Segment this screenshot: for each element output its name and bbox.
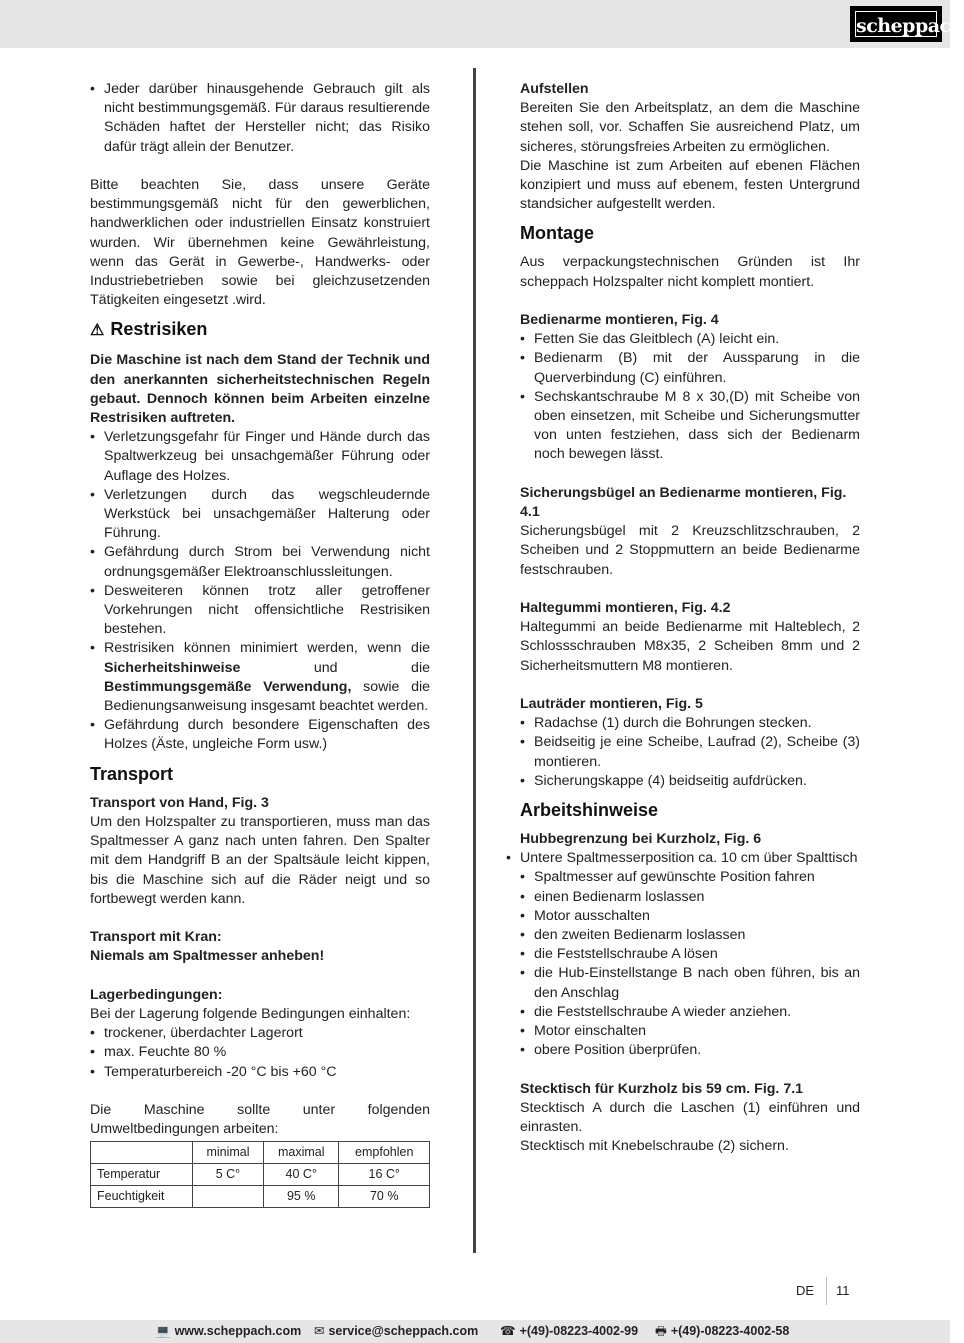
language-code: DE: [796, 1283, 815, 1298]
table-row: [91, 1186, 430, 1208]
table-header-cell: empfohlen: [339, 1142, 430, 1164]
intro-paragraph: Bitte beachten Sie, dass unsere Geräte bestimmungsgemäß nicht für den gewerblichen, handwerklichen oder industriellen Einsatz konstruiert wurden. Wir übernehmen keine Gewährleistung, wenn das Gerät in Gewerbe-, Handwerks- oder Industriebetrieben sowie bei gleichzusetzenden Tätigkeiten eingesetzt .wird.: [90, 177, 430, 309]
footer-email[interactable]: ✉ service@scheppach.com: [314, 1324, 479, 1338]
table-cell: [192, 1186, 263, 1208]
page-separator: [826, 1277, 827, 1305]
list-item: • Beidseitig je eine Scheibe, Laufrad (2), Scheibe (3) montieren.: [520, 733, 860, 771]
list-item: • Spaltmesser auf gewünschte Position fahren: [520, 868, 860, 887]
list-item: • Motor ausschalten: [520, 907, 860, 926]
list-item: • Sicherungskappe (4) beidseitig aufdrücken.: [520, 772, 860, 791]
header-bar: [0, 0, 964, 48]
restrisiken-lead: Die Maschine ist nach dem Stand der Technik und den anerkannten sicherheitstechnischen Regeln gebaut. Dennoch können beim Arbeiten einzelne Restrisiken auftreten.: [90, 352, 430, 427]
list-item: • Untere Spaltmesserposition ca. 10 cm über Spalttisch: [520, 849, 860, 868]
list-item: • Sechskantschraube M 8 x 30,(D) mit Scheibe von oben einsetzen, mit Scheibe und Sicherungsmutter von unten festziehen, dass sich der Bedienarm noch bewegen lässt.: [520, 388, 860, 465]
subheading-laufraeder: Lauträder montieren, Fig. 5: [520, 696, 703, 713]
footer-fax: 🖶 +(49)-08223-4002-58: [655, 1324, 790, 1338]
logo-text: scheppach: [855, 11, 937, 37]
table-header-row: [91, 1142, 430, 1164]
haltegummi-text: Haltegummi an beide Bedienarme mit Halteblech, 2 Schlossschrauben M8x35, 2 Scheiben 8mm und 2 Sicherheitsmuttern M8 montieren.: [520, 619, 860, 674]
hub-list: [520, 849, 860, 1060]
subheading-haltegummi: Haltegummi montieren, Fig. 4.2: [520, 600, 731, 617]
subheading-lager: Lagerbedingungen:: [90, 986, 223, 1003]
section-heading-arbeitshinweise: Arbeitshinweise: [520, 800, 659, 821]
table-cell: 40 C°: [264, 1164, 339, 1186]
umwelt-text: Die Maschine sollte unter folgenden Umweltbedingungen arbeiten:: [90, 1101, 430, 1138]
phone-icon: ☎: [500, 1324, 516, 1338]
table-header-cell: minimal: [192, 1142, 263, 1164]
monitor-icon: 💻: [155, 1324, 171, 1338]
list-item: • Jeder darüber hinausgehende Gebrauch gilt als nicht bestimmungsgemäß. Für daraus resultierende Schäden haftet der Hersteller nicht; das Risiko dafür trägt allein der Benutzer.: [90, 80, 430, 157]
list-item: • Fetten Sie das Gleitblech (A) leicht ein.: [520, 330, 860, 349]
table-row: [91, 1164, 430, 1186]
aufstellen-text-2: Die Maschine ist zum Arbeiten auf ebenen Flächen konzipiert und muss auf ebenem, festen Untergrund standsicher aufgestellt werden.: [520, 157, 860, 213]
transport-hand-text: Um den Holzspalter zu transportieren, muss man das Spaltmesser A ganz nach unten fahren. Den Spalter mit dem Handgriff B an der Spaltsäule leicht kippen, bis die Maschine sich auf die Räder neigt und so fortbewegt werden kann.: [90, 813, 430, 907]
left-column: [90, 80, 430, 1208]
table-cell: 16 C°: [339, 1164, 430, 1186]
subheading-sicherung: Sicherungsbügel an Bedienarme montieren, Fig. 4.1: [520, 484, 847, 521]
mail-icon: ✉: [314, 1324, 325, 1338]
sicherung-text: Sicherungsbügel mit 2 Kreuzschlitzschrauben, 2 Scheiben und 2 Stoppmuttern an beide Bedienarme festschrauben.: [520, 523, 860, 578]
list-item: • Desweiteren können trotz aller getroffener Vorkehrungen nicht offensichtliche Restrisiken bestehen.: [90, 582, 430, 640]
intro-list: [90, 80, 430, 157]
list-item: • Verletzungsgefahr für Finger und Hände durch das Spaltwerkzeug bei unsachgemäßer Führung oder Auflage des Holzes.: [90, 428, 430, 486]
aufstellen-text-1: Bereiten Sie den Arbeitsplatz, an dem die Maschine stehen soll, vor. Schaffen Sie ausreichend Platz, um sicheres, störungsfreies Arbeiten zu ermöglichen.: [520, 100, 860, 155]
list-item: • den zweiten Bedienarm loslassen: [520, 926, 860, 945]
restrisiken-list: [90, 428, 430, 754]
subheading-aufstellen: Aufstellen: [520, 81, 589, 97]
warning-triangle-icon: ⚠: [90, 322, 105, 340]
list-item: • die Feststellschraube A wieder anziehen.: [520, 1003, 860, 1022]
list-item: • einen Bedienarm loslassen: [520, 888, 860, 907]
footer-phone: ☎ +(49)-08223-4002-99: [500, 1324, 639, 1338]
table-cell: Feuchtigkeit: [91, 1186, 193, 1208]
table-cell: Temperatur: [91, 1164, 193, 1186]
environment-table: [90, 1141, 430, 1208]
transport-kran-warning: Niemals am Spaltmesser anheben!: [90, 948, 325, 965]
list-item: • die Hub-Einstellstange B nach oben führen, bis an den Anschlag: [520, 964, 860, 1002]
subheading-hub: Hubbegrenzung bei Kurzholz, Fig. 6: [520, 831, 762, 848]
list-item: • Restrisiken können minimiert werden, wenn die Sicherheitshinweise und die Bestimmungsgemäße Verwendung, sowie die Bedienungsanweisung insgesamt beachtet werden.: [90, 639, 430, 716]
list-item: • Temperaturbereich -20 °C bis +60 °C: [90, 1063, 430, 1082]
list-item: • Gefährdung durch besondere Eigenschaften des Holzes (Äste, ungleiche Form usw.): [90, 716, 430, 754]
table-cell: 70 %: [339, 1186, 430, 1208]
stecktisch-text-2: Stecktisch mit Knebelschraube (2) sichern.: [520, 1138, 789, 1155]
table-cell: 5 C°: [192, 1164, 263, 1186]
section-heading-restrisiken: ⚠ Restrisiken: [90, 310, 430, 351]
table-header-cell: [91, 1142, 193, 1164]
montage-text: Aus verpackungstechnischen Gründen ist Ihr scheppach Holzspalter nicht komplett montiert.: [520, 254, 860, 290]
bedienarme-list: [520, 330, 860, 464]
column-divider: [473, 68, 476, 1253]
list-item: • trockener, überdachter Lagerort: [90, 1024, 430, 1043]
list-item: • max. Feuchte 80 %: [90, 1043, 430, 1062]
list-item: • Radachse (1) durch die Bohrungen stecken.: [520, 714, 860, 733]
subheading-transport-hand: Transport von Hand, Fig. 3: [90, 794, 269, 811]
list-item: • die Feststellschraube A lösen: [520, 945, 860, 964]
footer-bar: [0, 1320, 950, 1343]
subheading-stecktisch: Stecktisch für Kurzholz bis 59 cm. Fig. 7.1: [520, 1080, 804, 1097]
page-number: 11: [836, 1283, 850, 1298]
right-column: [520, 80, 860, 1156]
table-header-cell: maximal: [264, 1142, 339, 1164]
lager-list: [90, 1024, 430, 1082]
subheading-bedienarme: Bedienarme montieren, Fig. 4: [520, 312, 719, 329]
section-heading-transport: Transport: [90, 763, 174, 784]
table-cell: 95 %: [264, 1186, 339, 1208]
list-item: • Bedienarm (B) mit der Aussparung in die Querverbindung (C) einführen.: [520, 349, 860, 387]
list-item: • obere Position überprüfen.: [520, 1041, 860, 1060]
scheppach-logo: [850, 6, 964, 42]
subheading-transport-kran: Transport mit Kran:: [90, 929, 222, 946]
list-item: • Motor einschalten: [520, 1022, 860, 1041]
laufraeder-list: [520, 714, 860, 791]
stecktisch-text-1: Stecktisch A durch die Laschen (1) einführen und einrasten.: [520, 1099, 860, 1136]
list-item: • Verletzungen durch das wegschleudernde Werkstück bei unsachgemäßer Halterung oder Führung.: [90, 486, 430, 544]
footer-web[interactable]: 💻 www.scheppach.com: [155, 1324, 302, 1338]
fax-icon: 🖶: [655, 1324, 667, 1338]
lager-intro: Bei der Lagerung folgende Bedingungen einhalten:: [90, 1005, 411, 1022]
section-heading-montage: Montage: [520, 223, 594, 244]
list-item: • Gefährdung durch Strom bei Verwendung nicht ordnungsgemäßer Elektroanschlussleitungen.: [90, 543, 430, 581]
